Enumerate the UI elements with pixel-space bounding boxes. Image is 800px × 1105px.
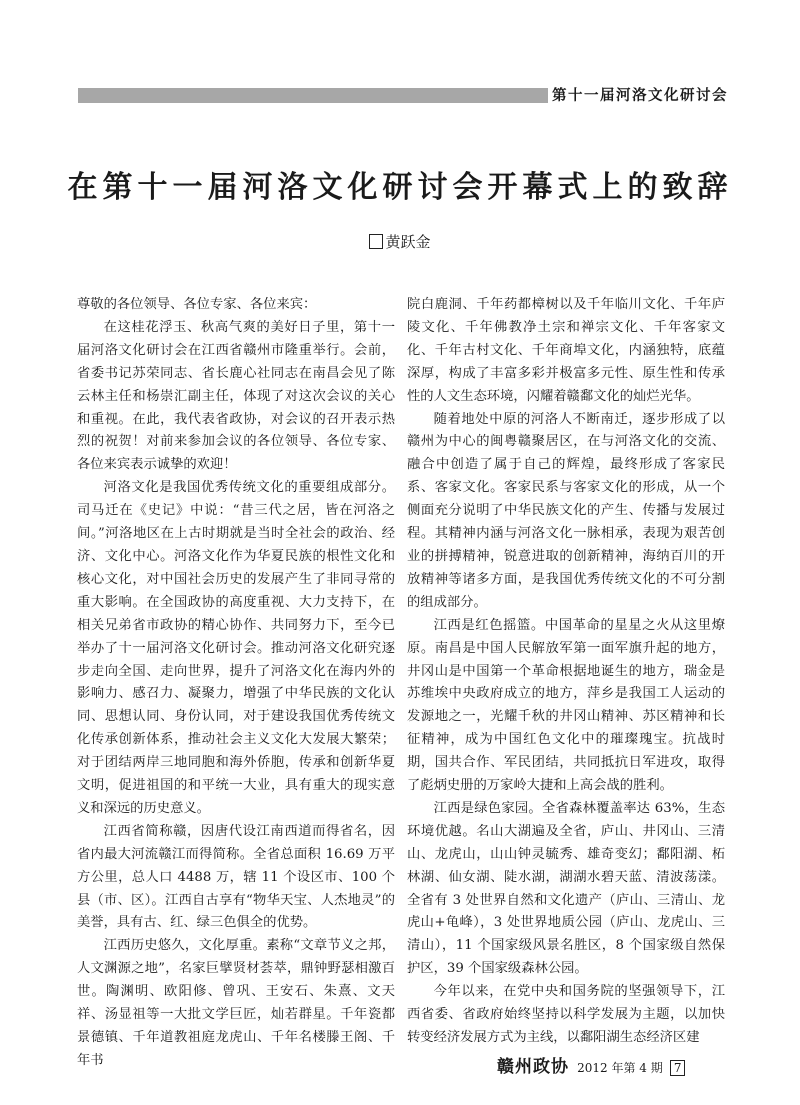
- page-number: 7: [670, 1060, 686, 1076]
- paragraph: 尊敬的各位领导、各位专家、各位来宾：: [77, 297, 317, 312]
- paragraph: 江西历史悠久，文化厚重。素称“文章节义之邦，人文渊源之地”，名家巨擘贤材荟萃，鼎钟野瑟相激百世。陶渊明、欧阳修、曾巩、王安石、朱熹、文天祥、汤显祖等一大批文学巨匠，灿若群星。千年瓷都景德镇、千年道教祖庭龙虎山、千年名楼滕王阁、千年书: [77, 938, 395, 1068]
- paragraph: 院白鹿洞、千年药都樟树以及千年临川文化、千年庐陵文化、千年佛教净土宗和禅宗文化、千年客家文化、千年古村文化、千年商埠文化，内涵独特，底蕴深厚，构成了丰富多彩并极富多元性、原生性和传承性的人文生态环境，闪耀着赣鄱文化的灿烂光华。: [407, 297, 725, 404]
- article-title: 在第十一届河洛文化研讨会开幕式上的致辞: [67, 170, 733, 205]
- paragraph: 江西省简称赣，因唐代设江南西道而得省名，因省内最大河流赣江而得简称。全省总面积 16.69 万平方公里，总人口 4488 万，辖 11 个设区市、100 个县（市、区）。江西自古享有“物华天宝、人杰地灵”的美誉，具有古、红、绿三色俱全的优势。: [77, 823, 395, 931]
- author-name: 黄跃金: [385, 233, 431, 251]
- body-column-right: [407, 294, 725, 1050]
- paragraph: 江西是红色摇篮。中国革命的星星之火从这里燎原。南昌是中国人民解放军第一面军旗升起的地方，井冈山是中国第一个革命根据地诞生的地方，瑞金是苏维埃中央政府成立的地方，萍乡是我国工人运动的发源地之一，光耀千秋的井冈山精神、苏区精神和长征精神，成为中国红色文化中的璀璨瑰宝。抗战时期，国共合作、军民团结，共同抵抗日军进攻，取得了彪炳史册的万家岭大捷和上高会战的胜利。: [407, 617, 725, 794]
- header-decorative-bar: [78, 88, 548, 103]
- author-box-icon: [369, 234, 383, 249]
- paragraph: 在这桂花浮玉、秋高气爽的美好日子里，第十一届河洛文化研讨会在江西省赣州市隆重举行。会前，省委书记苏荣同志、省长鹿心社同志在南昌会见了陈云林主任和杨崇汇副主任，体现了对这次会议的关心和重视。在此，我代表省政协，对会议的召开表示热烈的祝贺！对前来参加会议的各位领导、各位专家、各位来宾表示诚挚的欢迎！: [77, 319, 395, 473]
- paragraph: 河洛文化是我国优秀传统文化的重要组成部分。司马迁在《史记》中说：“昔三代之居，皆在河洛之间。”河洛地区在上古时期就是当时全社会的政治、经济、文化中心。河洛文化作为华夏民族的根性文化和核心文化，对中国社会历史的发展产生了非同寻常的重大影响。在全国政协的高度重视、大力支持下，在相关兄弟省市政协的精心协作、共同努力下，至今已举办了十一届河洛文化研讨会。推动河洛文化研究逐步走向全国、走向世界，提升了河洛文化在海内外的影响力、感召力、凝聚力，增强了中华民族的文化认同、思想认同、身份认同，对于建设我国优秀传统文化传承创新体系，推动社会主义文化大发展大繁荣；对于团结两岸三地同胞和海外侨胞，传承和创新华夏文明，促进祖国的和平统一大业，具有重大的现实意义和深远的历史意义。: [77, 480, 395, 816]
- paragraph: 随着地处中原的河洛人不断南迁，逐步形成了以赣州为中心的闽粤赣聚居区，在与河洛文化的交流、融合中创造了属于自己的辉煌，最终形成了客家民系、客家文化。客家民系与客家文化的形成，从一个侧面充分说明了中华民族文化的产生、传播与发展过程。其精神内涵与河洛文化一脉相承，表现为艰苦创业的拼搏精神，锐意进取的创新精神，海纳百川的开放精神等诸多方面，是我国优秀传统文化的不可分割的组成部分。: [407, 411, 725, 610]
- magazine-name: 赣州政协: [497, 1057, 569, 1077]
- page-footer: [497, 1052, 737, 1077]
- body-column-left: [77, 294, 395, 1073]
- paragraph: 今年以来，在党中央和国务院的坚强领导下，江西省委、省政府始终坚持以科学发展为主题，以加快转变经济发展方式为主线，以鄱阳湖生态经济区建: [407, 984, 725, 1045]
- issue-label: 2012 年第 4 期: [577, 1061, 663, 1075]
- author-line: [0, 231, 800, 252]
- paragraph: 江西是绿色家园。全省森林覆盖率达 63%，生态环境优越。名山大湖遍及全省，庐山、井冈山、三清山、龙虎山，山山钟灵毓秀、雄奇变幻；鄱阳湖、柘林湖、仙女湖、陡水湖，湖湖水碧天蓝、清波荡漾。全省有 3 处世界自然和文化遗产（庐山、三清山、龙虎山+龟峰），3 处世界地质公园（庐山、龙虎山、三清山），11 个国家级风景名胜区，8 个国家级自然保护区，39 个国家级森林公园。: [407, 800, 725, 977]
- running-header: 第十一届河洛文化研讨会: [552, 88, 728, 104]
